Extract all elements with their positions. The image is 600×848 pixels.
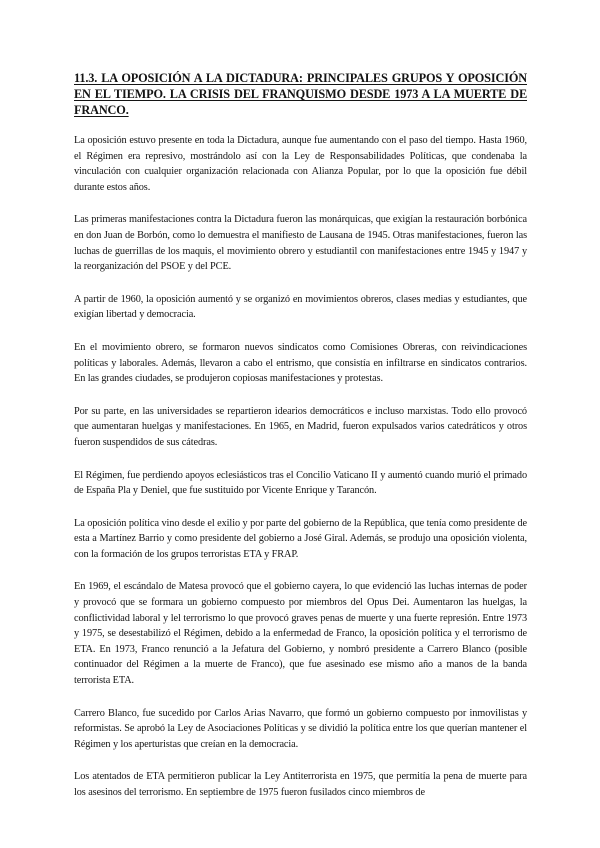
paragraph-4: En el movimiento obrero, se formaron nuevos sindicatos como Comisiones Obreras, con reivindicaciones políticas y laborales. Además, llevaron a cabo el entrismo, que consistía en infiltrarse en sindicatos contrarios. En las grandes ciudades, se produjeron copiosas manifestaciones y protestas. — [74, 341, 527, 385]
paragraph-10: Los atentados de ETA permitieron publicar la Ley Antiterrorista en 1975, que permitía la pena de muerte para los asesinos del terrorismo. En septiembre de 1975 fueron fusilados cinco miembros de — [74, 771, 527, 798]
paragraph-1: La oposición estuvo presente en toda la Dictadura, aunque fue aumentando con el paso del tiempo. Hasta 1960, el Régimen era represivo, mostrándolo así con la Ley de Responsabilidades Políticas, que condenaba la vinculación con cualquier organización relacionada con Alianza Popular, por lo que la oposición fue débil durante estos años. — [74, 135, 527, 193]
paragraph-7: La oposición política vino desde el exilio y por parte del gobierno de la República, que tenía como presidente de esta a Martínez Barrio y como presidente del gobierno a José Giral. Además, se produjo una oposición violenta, con la formación de los grupos terroristas ETA y FRAP. — [74, 517, 527, 560]
paragraph-9: Carrero Blanco, fue sucedido por Carlos Arias Navarro, que formó un gobierno compuesto por inmovilistas y reformistas. Se aprobó la Ley de Asociaciones Políticas y se dividió la política entre los que querían mantener el Régimen y los aperturistas que creían en la democracia. — [74, 707, 527, 750]
paragraph-2: Las primeras manifestaciones contra la Dictadura fueron las monárquicas, que exigían la restauración borbónica en don Juan de Borbón, como lo demuestra el manifiesto de Lausana de 1945. Otras manifestaciones, fueron las luchas de guerrillas de los maquis, el movimiento obrero y estudiantil con manifestaciones entre 1945 y 1947 y la reorganización del PSOE y del PCE. — [74, 214, 527, 273]
paragraph-5: Por su parte, en las universidades se repartieron idearios democráticos e incluso marxistas. Todo ello provocó que aumentaran huelgas y manifestaciones. En 1965, en Madrid, fueron expulsados varios catedráticos y otros fueron suspendidos de sus cátedras. — [74, 405, 527, 448]
paragraph-3: A partir de 1960, la oposición aumentó y se organizó en movimientos obreros, clases medias y estudiantes, que exigían libertad y democracia. — [74, 293, 527, 321]
document-page — [74, 70, 527, 818]
section-title: 11.3. LA OPOSICIÓN A LA DICTADURA: PRINCIPALES GRUPOS Y OPOSICIÓN EN EL TIEMPO. LA CRISIS DEL FRANQUISMO DESDE 1973 A LA MUERTE DE FRANCO. — [74, 71, 527, 117]
paragraph-8: En 1969, el escándalo de Matesa provocó que el gobierno cayera, lo que evidenció las luchas internas de poder y provocó que se formara un gobierno compuesto por miembros del Opus Dei. Aumentaron las huelgas, la conflictividad laboral y lel terrorismo lo que provocó graves penas de muerte y una fuerte represión. Entre 1973 y 1975, se desestabilizó el Régimen, debido a la enfermedad de Franco, la oposición política y el terrorismo de ETA. En 1973, Franco renunció a la Jefatura del Gobierno, y nombró presidente a Carrero Blanco (posible continuador del Régimen a la muerte de Franco), que fue asesinado ese mismo año a manos de la banda terrorista ETA. — [74, 581, 527, 687]
paragraph-6: El Régimen, fue perdiendo apoyos eclesiásticos tras el Concilio Vaticano II y aumentó cuando murió el primado de España Pla y Deniel, que fue sustituido por Vicente Enrique y Tarancón. — [74, 469, 527, 497]
